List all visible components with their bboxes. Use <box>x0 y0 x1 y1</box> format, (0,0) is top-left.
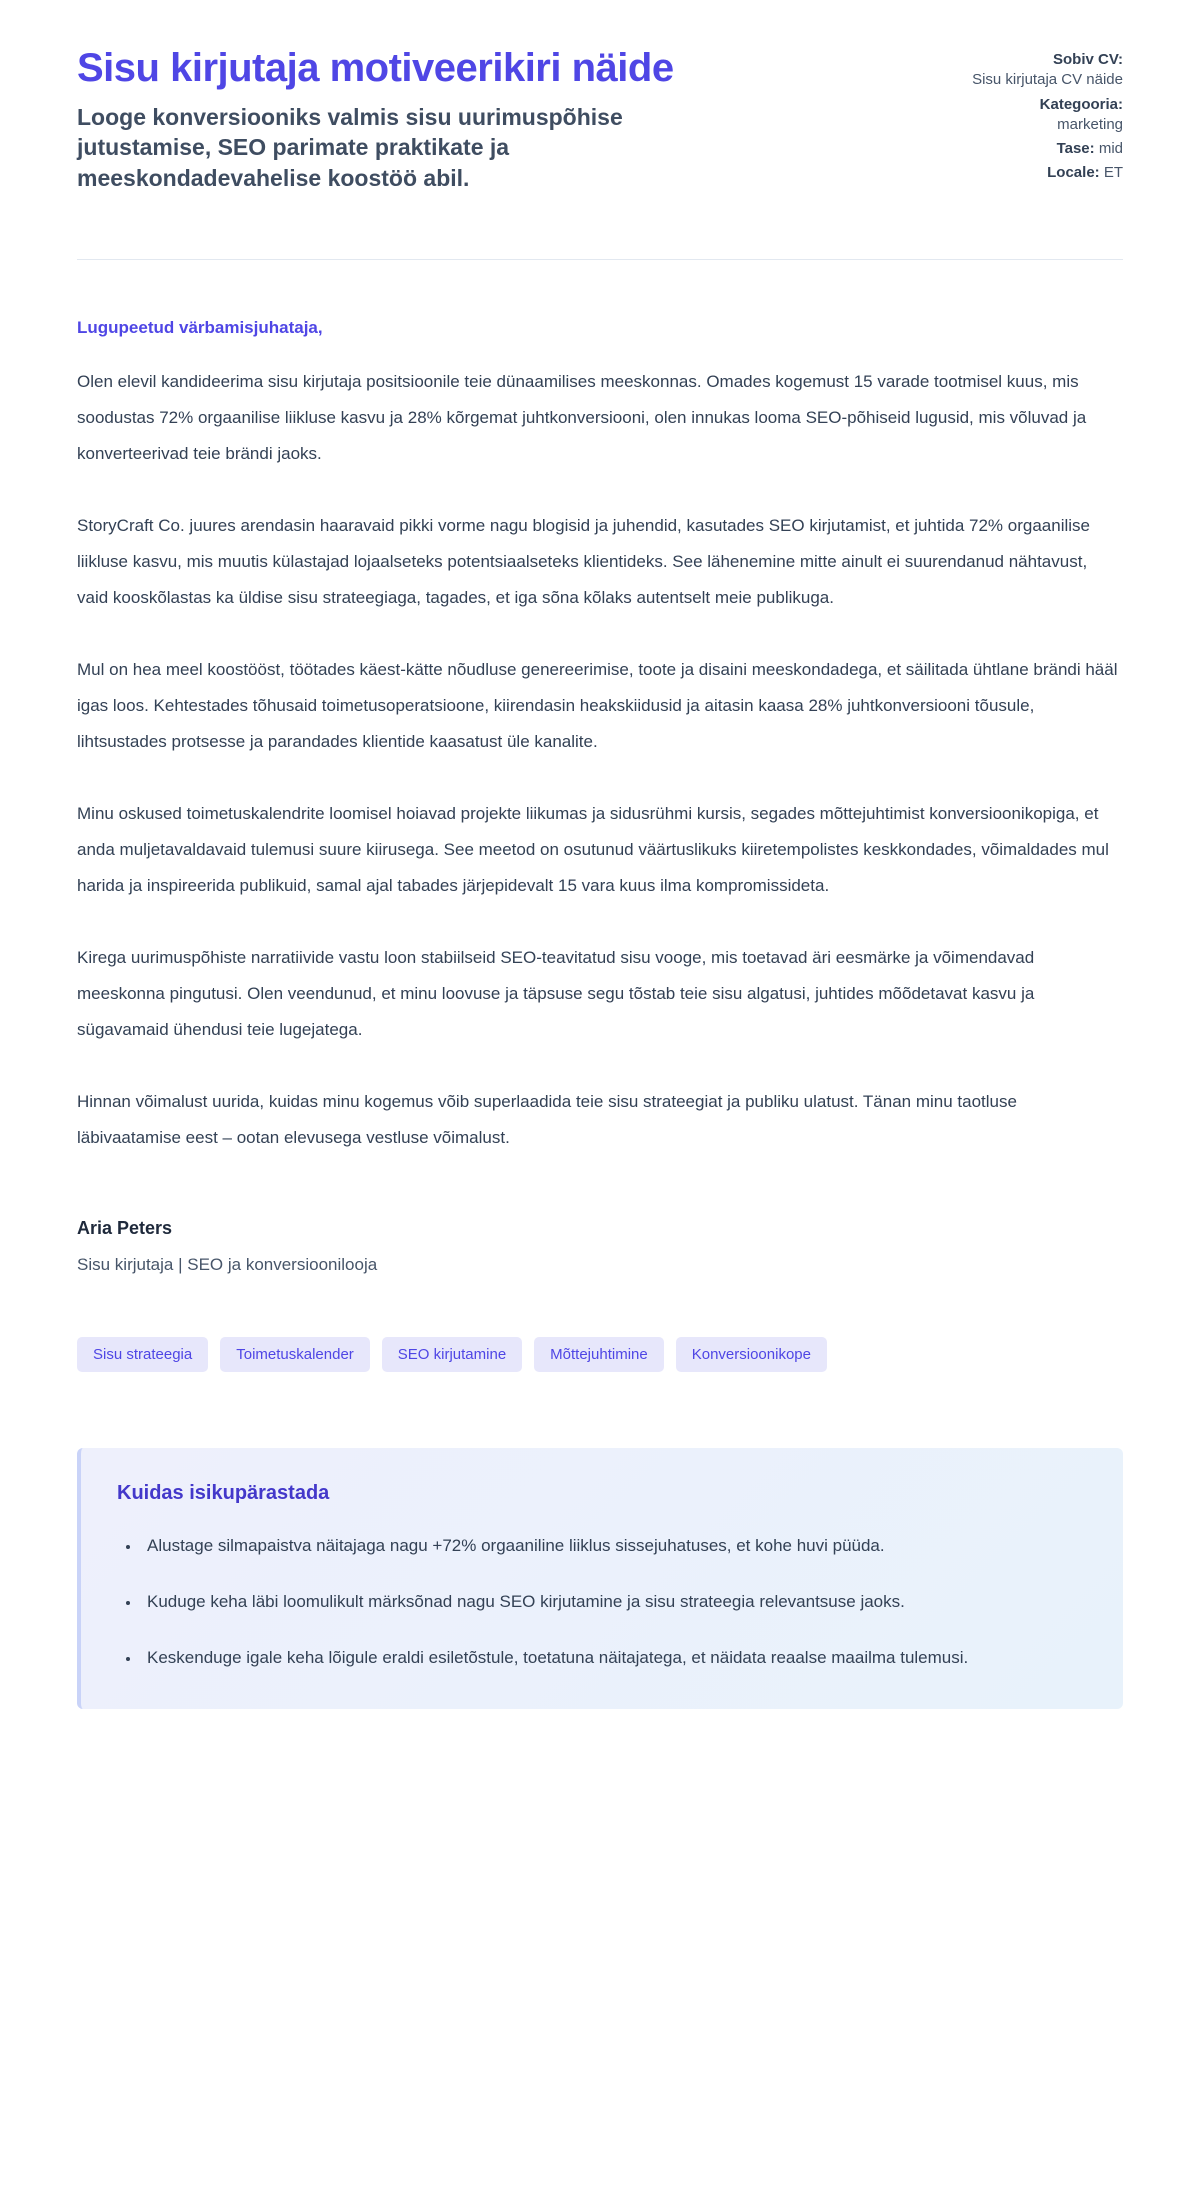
meta-locale-value: ET <box>1103 164 1123 182</box>
letter-paragraph-5: Kirega uurimuspõhiste narratiivide vastu loon stabiilseid SEO-teavitatud sisu vooge, mis toetavad äri eesmärke ja võimendavad meeskonna pingutusi. Olen veendunud, et minu loovuse ja täpsuse segu tõstab teie sisu algatusi, juhtides mõõdetavat kasvu ja sügavamaid ühendusi teie lugejatega. <box>77 948 1035 1040</box>
tip-item-2: • Kuduge keha läbi loomulikult märksõnad nagu SEO kirjutamine ja sisu strateegia relevantsuse jaoks. <box>141 1585 1083 1619</box>
meta-locale <box>948 163 1123 183</box>
page-subtitle: Looge konversiooniks valmis sisu uurimuspõhise jutustamise, SEO parimate praktikate ja meeskondadevahelise koostöö abil. <box>77 104 623 191</box>
tag-pill-sisu-strateegia[interactable]: Sisu strateegia <box>77 1337 208 1372</box>
tips-title: Kuidas isikupärastada <box>117 1482 330 1505</box>
letter-paragraph-4: Minu oskused toimetuskalendrite loomisel hoiavad projekte liikumas ja sidusrühmi kursis, segades mõttejuhtimist konversioonikopiga, et anda muljetavaldavaid tulemusi suure kiirusega. See meetod on osutunud väärtuslikuks kiiretempolistes keskkondades, võimaldades mul harida ja inspireerida publikuid, samal ajal tabades järjepidevalt 15 vara kuus ilma kompromissideta. <box>77 804 1109 896</box>
meta-locale-label: Locale: <box>1047 164 1100 182</box>
tip-item-3: • Keskenduge igale keha lõigule eraldi esiletõstule, toetatuna näitajatega, et näidata reaalse maailma tulemusi. <box>141 1641 1083 1675</box>
letter-body <box>77 318 1123 1709</box>
tag-pill-seo-kirjutamine[interactable]: SEO kirjutamine <box>382 1337 522 1372</box>
tag-pill-mottejuhtimine[interactable]: Mõttejuhtimine <box>534 1337 664 1372</box>
letter-paragraph-2: StoryCraft Co. juures arendasin haaravaid pikki vorme nagu blogisid ja juhendid, kasutades SEO kirjutamist, et juhtida 72% orgaanilise liikluse kasvu, mis muutis külastajad lojaalseteks potentsiaalseteks klientideks. See lähenemine mitte ainult ei suurendanud nähtavust, vaid kooskõlastas ka üldise sisu strateegiaga, tagades, et iga sõna kõlaks autentselt meie publikuga. <box>77 516 1090 608</box>
tip-item-1: • Alustage silmapaistva näitajaga nagu +72% orgaaniline liiklus sissejuhatuses, et kohe huvi püüda. <box>141 1529 1083 1563</box>
meta-category <box>948 95 1123 136</box>
cover-letter-page <box>77 0 1123 1755</box>
signature-role: Sisu kirjutaja | SEO ja konversioonilooja <box>77 1255 378 1275</box>
page-title: Sisu kirjutaja motiveerikiri näide <box>77 46 674 90</box>
letter-paragraph-6: Hinnan võimalust uurida, kuidas minu kogemus võib superlaadida teie sisu strateegiat ja publiku ulatust. Tänan minu taotluse läbivaatamise eest – ootan elevusega vestluse võimalust. <box>77 1092 1017 1148</box>
tag-pill-toimetuskalender[interactable]: Toimetuskalender <box>220 1337 370 1372</box>
header-divider <box>77 259 1123 260</box>
meta-matching-cv <box>948 50 1123 91</box>
letter-paragraph-1: Olen elevil kandideerima sisu kirjutaja positsioonile teie dünaamilises meeskonnas. Omades kogemust 15 varade tootmisel kuus, mis soodustas 72% orgaanilise liikluse kasvu ja 28% kõrgemat juhtkonversiooni, olen innukas looma SEO-põhiseid lugusid, mis võluvad ja konverteerivad teie brändi jaoks. <box>77 372 1087 464</box>
meta-level <box>948 139 1123 159</box>
page-header <box>77 46 1123 193</box>
meta-category-label: Kategooria: <box>1039 95 1123 113</box>
tips-list <box>117 1529 1083 1675</box>
tag-pill-konversioonikope[interactable]: Konversioonikope <box>676 1337 827 1372</box>
header-title-block <box>77 46 674 193</box>
meta-category-value: marketing <box>1057 115 1123 133</box>
letter-paragraph-3: Mul on hea meel koostööst, töötades käest-kätte nõudluse genereerimise, toote ja disaini meeskondadega, et säilitada ühtlane brändi hääl igas loos. Kehtestades tõhusaid toimetusoperatsioone, kiirendasin heakskiidusid ja aitasin kaasa 28% juhtkonversiooni tõusule, lihtsustades protsesse ja parandades klientide kaasatust üle kanalite. <box>77 660 1118 752</box>
meta-level-value: mid <box>1098 140 1123 157</box>
letter-greeting: Lugupeetud värbamisjuhataja, <box>77 318 323 338</box>
meta-level-label: Tase: <box>1056 140 1095 157</box>
tag-list <box>77 1337 1123 1372</box>
meta-cv-label: Sobiv CV: <box>1052 51 1123 68</box>
signature-name: Aria Peters <box>77 1218 173 1239</box>
meta-cv-value: Sisu kirjutaja CV näide <box>972 71 1123 89</box>
personalization-tips-box <box>77 1448 1123 1709</box>
meta-panel <box>948 46 1123 188</box>
